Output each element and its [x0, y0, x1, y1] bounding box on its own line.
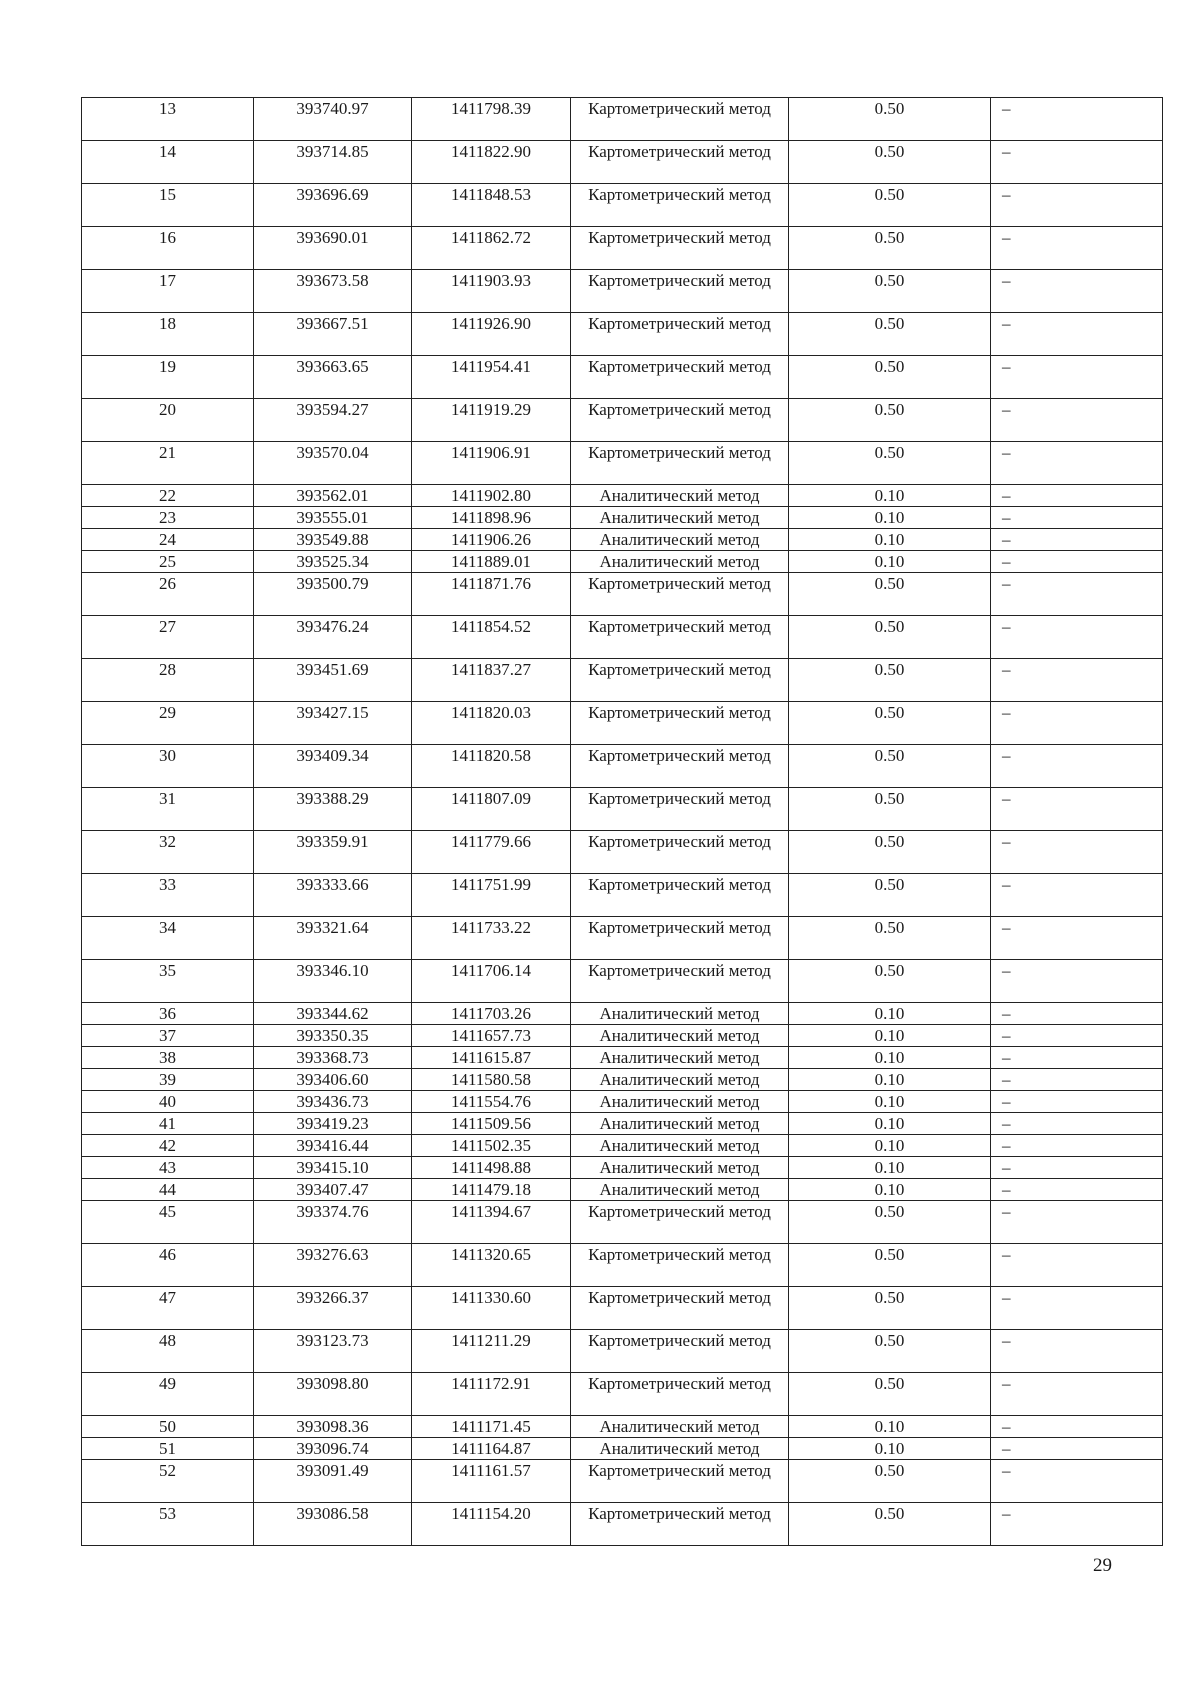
y-coordinate-cell: 1411862.72 — [412, 227, 571, 270]
y-coordinate-cell: 1411889.01 — [412, 551, 571, 573]
x-coordinate-cell: 393555.01 — [254, 507, 412, 529]
note-cell: – — [991, 573, 1163, 616]
y-coordinate-cell: 1411820.58 — [412, 745, 571, 788]
method-cell: Картометрический метод — [571, 745, 789, 788]
accuracy-cell: 0.50 — [789, 1503, 991, 1546]
point-number-cell: 22 — [82, 485, 254, 507]
method-cell: Картометрический метод — [571, 960, 789, 1003]
note-cell: – — [991, 1460, 1163, 1503]
table-row — [82, 1201, 1163, 1244]
table-row — [82, 184, 1163, 227]
note-cell: – — [991, 507, 1163, 529]
table-row — [82, 1373, 1163, 1416]
note-cell: – — [991, 1047, 1163, 1069]
point-number-cell: 41 — [82, 1113, 254, 1135]
point-number-cell: 38 — [82, 1047, 254, 1069]
accuracy-cell: 0.50 — [789, 184, 991, 227]
method-cell: Картометрический метод — [571, 442, 789, 485]
point-number-cell: 19 — [82, 356, 254, 399]
note-cell: – — [991, 1025, 1163, 1047]
point-number-cell: 33 — [82, 874, 254, 917]
table-row — [82, 227, 1163, 270]
x-coordinate-cell: 393476.24 — [254, 616, 412, 659]
note-cell: – — [991, 659, 1163, 702]
accuracy-cell: 0.10 — [789, 485, 991, 507]
y-coordinate-cell: 1411330.60 — [412, 1287, 571, 1330]
accuracy-cell: 0.50 — [789, 1287, 991, 1330]
point-number-cell: 28 — [82, 659, 254, 702]
table-row — [82, 442, 1163, 485]
accuracy-cell: 0.10 — [789, 507, 991, 529]
method-cell: Аналитический метод — [571, 1416, 789, 1438]
method-cell: Аналитический метод — [571, 1047, 789, 1069]
x-coordinate-cell: 393525.34 — [254, 551, 412, 573]
table-row — [82, 874, 1163, 917]
x-coordinate-cell: 393594.27 — [254, 399, 412, 442]
y-coordinate-cell: 1411751.99 — [412, 874, 571, 917]
y-coordinate-cell: 1411954.41 — [412, 356, 571, 399]
point-number-cell: 53 — [82, 1503, 254, 1546]
note-cell: – — [991, 1179, 1163, 1201]
x-coordinate-cell: 393663.65 — [254, 356, 412, 399]
x-coordinate-cell: 393549.88 — [254, 529, 412, 551]
note-cell: – — [991, 788, 1163, 831]
accuracy-cell: 0.50 — [789, 702, 991, 745]
point-number-cell: 43 — [82, 1157, 254, 1179]
note-cell: – — [991, 551, 1163, 573]
method-cell: Аналитический метод — [571, 485, 789, 507]
point-number-cell: 31 — [82, 788, 254, 831]
accuracy-cell: 0.10 — [789, 1003, 991, 1025]
accuracy-cell: 0.50 — [789, 399, 991, 442]
note-cell: – — [991, 1069, 1163, 1091]
y-coordinate-cell: 1411703.26 — [412, 1003, 571, 1025]
y-coordinate-cell: 1411926.90 — [412, 313, 571, 356]
accuracy-cell: 0.50 — [789, 1201, 991, 1244]
table-row — [82, 399, 1163, 442]
x-coordinate-cell: 393350.35 — [254, 1025, 412, 1047]
table-row — [82, 745, 1163, 788]
y-coordinate-cell: 1411837.27 — [412, 659, 571, 702]
table-row — [82, 960, 1163, 1003]
x-coordinate-cell: 393374.76 — [254, 1201, 412, 1244]
y-coordinate-cell: 1411919.29 — [412, 399, 571, 442]
x-coordinate-cell: 393276.63 — [254, 1244, 412, 1287]
y-coordinate-cell: 1411807.09 — [412, 788, 571, 831]
note-cell: – — [991, 1330, 1163, 1373]
table-row — [82, 98, 1163, 141]
y-coordinate-cell: 1411820.03 — [412, 702, 571, 745]
note-cell: – — [991, 442, 1163, 485]
note-cell: – — [991, 141, 1163, 184]
note-cell: – — [991, 1244, 1163, 1287]
accuracy-cell: 0.50 — [789, 1330, 991, 1373]
table-row — [82, 1330, 1163, 1373]
accuracy-cell: 0.50 — [789, 573, 991, 616]
accuracy-cell: 0.10 — [789, 1438, 991, 1460]
table-row — [82, 356, 1163, 399]
method-cell: Аналитический метод — [571, 1091, 789, 1113]
method-cell: Картометрический метод — [571, 831, 789, 874]
y-coordinate-cell: 1411498.88 — [412, 1157, 571, 1179]
accuracy-cell: 0.50 — [789, 313, 991, 356]
y-coordinate-cell: 1411848.53 — [412, 184, 571, 227]
accuracy-cell: 0.50 — [789, 141, 991, 184]
x-coordinate-cell: 393696.69 — [254, 184, 412, 227]
note-cell: – — [991, 745, 1163, 788]
table-row — [82, 270, 1163, 313]
method-cell: Картометрический метод — [571, 1460, 789, 1503]
y-coordinate-cell: 1411502.35 — [412, 1135, 571, 1157]
x-coordinate-cell: 393096.74 — [254, 1438, 412, 1460]
accuracy-cell: 0.10 — [789, 1091, 991, 1113]
x-coordinate-cell: 393409.34 — [254, 745, 412, 788]
point-number-cell: 21 — [82, 442, 254, 485]
note-cell: – — [991, 1503, 1163, 1546]
method-cell: Картометрический метод — [571, 270, 789, 313]
y-coordinate-cell: 1411509.56 — [412, 1113, 571, 1135]
x-coordinate-cell: 393359.91 — [254, 831, 412, 874]
table-row — [82, 702, 1163, 745]
y-coordinate-cell: 1411154.20 — [412, 1503, 571, 1546]
y-coordinate-cell: 1411580.58 — [412, 1069, 571, 1091]
x-coordinate-cell: 393407.47 — [254, 1179, 412, 1201]
y-coordinate-cell: 1411822.90 — [412, 141, 571, 184]
accuracy-cell: 0.50 — [789, 98, 991, 141]
accuracy-cell: 0.10 — [789, 1047, 991, 1069]
note-cell: – — [991, 356, 1163, 399]
y-coordinate-cell: 1411779.66 — [412, 831, 571, 874]
method-cell: Аналитический метод — [571, 1069, 789, 1091]
table-row — [82, 1025, 1163, 1047]
point-number-cell: 18 — [82, 313, 254, 356]
point-number-cell: 26 — [82, 573, 254, 616]
table-row — [82, 1244, 1163, 1287]
y-coordinate-cell: 1411706.14 — [412, 960, 571, 1003]
y-coordinate-cell: 1411554.76 — [412, 1091, 571, 1113]
note-cell: – — [991, 1003, 1163, 1025]
coordinates-table-body — [82, 98, 1163, 1546]
y-coordinate-cell: 1411657.73 — [412, 1025, 571, 1047]
method-cell: Картометрический метод — [571, 1201, 789, 1244]
method-cell: Картометрический метод — [571, 573, 789, 616]
note-cell: – — [991, 227, 1163, 270]
note-cell: – — [991, 529, 1163, 551]
note-cell: – — [991, 1438, 1163, 1460]
accuracy-cell: 0.50 — [789, 1373, 991, 1416]
table-row — [82, 1460, 1163, 1503]
point-number-cell: 49 — [82, 1373, 254, 1416]
accuracy-cell: 0.50 — [789, 270, 991, 313]
method-cell: Картометрический метод — [571, 356, 789, 399]
table-row — [82, 551, 1163, 573]
accuracy-cell: 0.50 — [789, 442, 991, 485]
page-number: 29 — [1093, 1555, 1112, 1576]
x-coordinate-cell: 393427.15 — [254, 702, 412, 745]
note-cell: – — [991, 960, 1163, 1003]
y-coordinate-cell: 1411906.26 — [412, 529, 571, 551]
point-number-cell: 15 — [82, 184, 254, 227]
method-cell: Картометрический метод — [571, 227, 789, 270]
x-coordinate-cell: 393570.04 — [254, 442, 412, 485]
method-cell: Картометрический метод — [571, 917, 789, 960]
point-number-cell: 34 — [82, 917, 254, 960]
point-number-cell: 52 — [82, 1460, 254, 1503]
y-coordinate-cell: 1411172.91 — [412, 1373, 571, 1416]
point-number-cell: 20 — [82, 399, 254, 442]
accuracy-cell: 0.10 — [789, 551, 991, 573]
table-row — [82, 1091, 1163, 1113]
table-row — [82, 529, 1163, 551]
accuracy-cell: 0.50 — [789, 616, 991, 659]
point-number-cell: 51 — [82, 1438, 254, 1460]
x-coordinate-cell: 393673.58 — [254, 270, 412, 313]
point-number-cell: 48 — [82, 1330, 254, 1373]
method-cell: Аналитический метод — [571, 1003, 789, 1025]
method-cell: Аналитический метод — [571, 1113, 789, 1135]
table-row — [82, 573, 1163, 616]
note-cell: – — [991, 313, 1163, 356]
table-row — [82, 831, 1163, 874]
point-number-cell: 44 — [82, 1179, 254, 1201]
accuracy-cell: 0.50 — [789, 960, 991, 1003]
method-cell: Аналитический метод — [571, 551, 789, 573]
accuracy-cell: 0.50 — [789, 874, 991, 917]
note-cell: – — [991, 1157, 1163, 1179]
method-cell: Аналитический метод — [571, 1438, 789, 1460]
method-cell: Картометрический метод — [571, 659, 789, 702]
y-coordinate-cell: 1411906.91 — [412, 442, 571, 485]
table-row — [82, 1179, 1163, 1201]
x-coordinate-cell: 393451.69 — [254, 659, 412, 702]
method-cell: Аналитический метод — [571, 1179, 789, 1201]
x-coordinate-cell: 393266.37 — [254, 1287, 412, 1330]
accuracy-cell: 0.10 — [789, 1025, 991, 1047]
note-cell: – — [991, 399, 1163, 442]
point-number-cell: 14 — [82, 141, 254, 184]
x-coordinate-cell: 393436.73 — [254, 1091, 412, 1113]
accuracy-cell: 0.50 — [789, 1244, 991, 1287]
y-coordinate-cell: 1411320.65 — [412, 1244, 571, 1287]
method-cell: Аналитический метод — [571, 1157, 789, 1179]
accuracy-cell: 0.50 — [789, 356, 991, 399]
accuracy-cell: 0.50 — [789, 788, 991, 831]
y-coordinate-cell: 1411479.18 — [412, 1179, 571, 1201]
method-cell: Картометрический метод — [571, 1503, 789, 1546]
table-row — [82, 1416, 1163, 1438]
x-coordinate-cell: 393321.64 — [254, 917, 412, 960]
table-row — [82, 1135, 1163, 1157]
accuracy-cell: 0.50 — [789, 227, 991, 270]
point-number-cell: 13 — [82, 98, 254, 141]
point-number-cell: 47 — [82, 1287, 254, 1330]
point-number-cell: 30 — [82, 745, 254, 788]
note-cell: – — [991, 917, 1163, 960]
accuracy-cell: 0.10 — [789, 1157, 991, 1179]
table-row — [82, 659, 1163, 702]
x-coordinate-cell: 393388.29 — [254, 788, 412, 831]
table-row — [82, 788, 1163, 831]
method-cell: Картометрический метод — [571, 98, 789, 141]
accuracy-cell: 0.50 — [789, 659, 991, 702]
note-cell: – — [991, 874, 1163, 917]
note-cell: – — [991, 1201, 1163, 1244]
table-row — [82, 1157, 1163, 1179]
table-row — [82, 1047, 1163, 1069]
x-coordinate-cell: 393740.97 — [254, 98, 412, 141]
x-coordinate-cell: 393415.10 — [254, 1157, 412, 1179]
x-coordinate-cell: 393086.58 — [254, 1503, 412, 1546]
y-coordinate-cell: 1411171.45 — [412, 1416, 571, 1438]
note-cell: – — [991, 1113, 1163, 1135]
point-number-cell: 24 — [82, 529, 254, 551]
accuracy-cell: 0.50 — [789, 745, 991, 788]
table-row — [82, 1438, 1163, 1460]
method-cell: Картометрический метод — [571, 702, 789, 745]
y-coordinate-cell: 1411161.57 — [412, 1460, 571, 1503]
point-number-cell: 23 — [82, 507, 254, 529]
x-coordinate-cell: 393500.79 — [254, 573, 412, 616]
table-row — [82, 313, 1163, 356]
point-number-cell: 25 — [82, 551, 254, 573]
note-cell: – — [991, 98, 1163, 141]
point-number-cell: 35 — [82, 960, 254, 1003]
table-row — [82, 1503, 1163, 1546]
method-cell: Картометрический метод — [571, 1330, 789, 1373]
accuracy-cell: 0.10 — [789, 1069, 991, 1091]
accuracy-cell: 0.10 — [789, 529, 991, 551]
x-coordinate-cell: 393667.51 — [254, 313, 412, 356]
accuracy-cell: 0.50 — [789, 831, 991, 874]
y-coordinate-cell: 1411903.93 — [412, 270, 571, 313]
x-coordinate-cell: 393562.01 — [254, 485, 412, 507]
point-number-cell: 27 — [82, 616, 254, 659]
accuracy-cell: 0.10 — [789, 1179, 991, 1201]
method-cell: Аналитический метод — [571, 507, 789, 529]
table-row — [82, 1003, 1163, 1025]
x-coordinate-cell: 393333.66 — [254, 874, 412, 917]
note-cell: – — [991, 1135, 1163, 1157]
table-row — [82, 1113, 1163, 1135]
x-coordinate-cell: 393416.44 — [254, 1135, 412, 1157]
note-cell: – — [991, 831, 1163, 874]
point-number-cell: 36 — [82, 1003, 254, 1025]
note-cell: – — [991, 485, 1163, 507]
y-coordinate-cell: 1411615.87 — [412, 1047, 571, 1069]
method-cell: Картометрический метод — [571, 141, 789, 184]
y-coordinate-cell: 1411871.76 — [412, 573, 571, 616]
method-cell: Картометрический метод — [571, 184, 789, 227]
note-cell: – — [991, 270, 1163, 313]
point-number-cell: 50 — [82, 1416, 254, 1438]
point-number-cell: 39 — [82, 1069, 254, 1091]
x-coordinate-cell: 393690.01 — [254, 227, 412, 270]
point-number-cell: 42 — [82, 1135, 254, 1157]
method-cell: Картометрический метод — [571, 1244, 789, 1287]
point-number-cell: 46 — [82, 1244, 254, 1287]
x-coordinate-cell: 393098.36 — [254, 1416, 412, 1438]
point-number-cell: 37 — [82, 1025, 254, 1047]
table-row — [82, 485, 1163, 507]
note-cell: – — [991, 1091, 1163, 1113]
point-number-cell: 40 — [82, 1091, 254, 1113]
x-coordinate-cell: 393091.49 — [254, 1460, 412, 1503]
table-row — [82, 1069, 1163, 1091]
method-cell: Картометрический метод — [571, 788, 789, 831]
method-cell: Картометрический метод — [571, 313, 789, 356]
table-row — [82, 141, 1163, 184]
x-coordinate-cell: 393419.23 — [254, 1113, 412, 1135]
table-row — [82, 1287, 1163, 1330]
accuracy-cell: 0.50 — [789, 1460, 991, 1503]
accuracy-cell: 0.10 — [789, 1416, 991, 1438]
method-cell: Аналитический метод — [571, 1135, 789, 1157]
y-coordinate-cell: 1411854.52 — [412, 616, 571, 659]
note-cell: – — [991, 616, 1163, 659]
point-number-cell: 16 — [82, 227, 254, 270]
y-coordinate-cell: 1411211.29 — [412, 1330, 571, 1373]
method-cell: Картометрический метод — [571, 616, 789, 659]
method-cell: Картометрический метод — [571, 1287, 789, 1330]
point-number-cell: 29 — [82, 702, 254, 745]
method-cell: Картометрический метод — [571, 1373, 789, 1416]
note-cell: – — [991, 702, 1163, 745]
y-coordinate-cell: 1411798.39 — [412, 98, 571, 141]
x-coordinate-cell: 393368.73 — [254, 1047, 412, 1069]
x-coordinate-cell: 393123.73 — [254, 1330, 412, 1373]
method-cell: Аналитический метод — [571, 529, 789, 551]
accuracy-cell: 0.10 — [789, 1113, 991, 1135]
accuracy-cell: 0.10 — [789, 1135, 991, 1157]
x-coordinate-cell: 393346.10 — [254, 960, 412, 1003]
point-number-cell: 45 — [82, 1201, 254, 1244]
note-cell: – — [991, 184, 1163, 227]
table-row — [82, 507, 1163, 529]
accuracy-cell: 0.50 — [789, 917, 991, 960]
x-coordinate-cell: 393098.80 — [254, 1373, 412, 1416]
coordinates-table — [81, 97, 1163, 1546]
x-coordinate-cell: 393344.62 — [254, 1003, 412, 1025]
note-cell: – — [991, 1416, 1163, 1438]
x-coordinate-cell: 393406.60 — [254, 1069, 412, 1091]
y-coordinate-cell: 1411902.80 — [412, 485, 571, 507]
note-cell: – — [991, 1287, 1163, 1330]
table-row — [82, 917, 1163, 960]
method-cell: Аналитический метод — [571, 1025, 789, 1047]
table-row — [82, 616, 1163, 659]
method-cell: Картометрический метод — [571, 399, 789, 442]
x-coordinate-cell: 393714.85 — [254, 141, 412, 184]
point-number-cell: 32 — [82, 831, 254, 874]
method-cell: Картометрический метод — [571, 874, 789, 917]
note-cell: – — [991, 1373, 1163, 1416]
y-coordinate-cell: 1411394.67 — [412, 1201, 571, 1244]
y-coordinate-cell: 1411898.96 — [412, 507, 571, 529]
y-coordinate-cell: 1411733.22 — [412, 917, 571, 960]
y-coordinate-cell: 1411164.87 — [412, 1438, 571, 1460]
point-number-cell: 17 — [82, 270, 254, 313]
